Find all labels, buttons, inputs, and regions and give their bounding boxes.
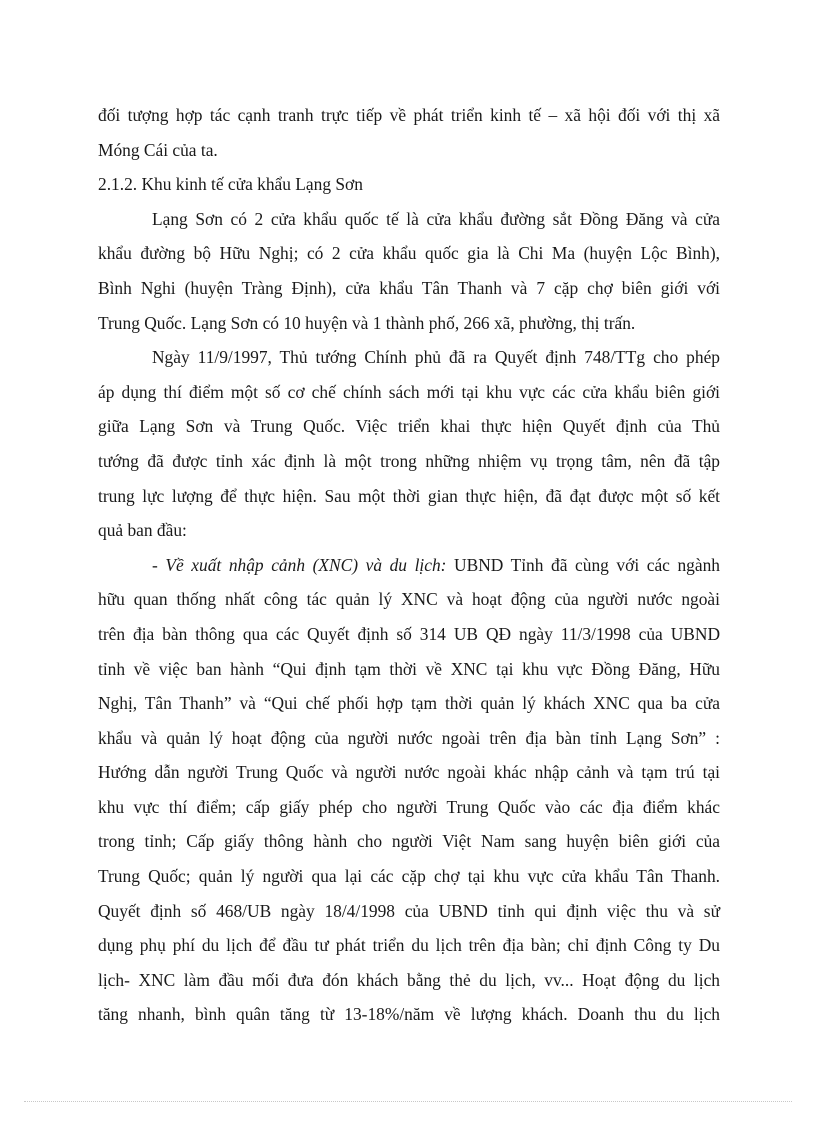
text-line: Trung Quốc. Lạng Sơn có 10 huyện và 1 thành phố, 266 xã, phường, thị trấn. [98, 312, 636, 333]
text-line: tăng nhanh, bình quân tăng từ 13-18%/năm về lượng khách. Doanh thu du lịch [98, 1004, 720, 1025]
page-bottom-rule [24, 1101, 792, 1102]
text-line: quả ban đầu: [98, 520, 187, 541]
text-line: trong tỉnh; Cấp giấy thông hành cho người Việt Nam sang huyện biên giới của [98, 831, 720, 852]
text-line: Quyết định số 468/UB ngày 18/4/1998 của UBND tỉnh qui định việc thu và sử [98, 900, 720, 921]
text-line: giữa Lạng Sơn và Trung Quốc. Việc triển khai thực hiện Quyết định của Thủ [98, 416, 720, 437]
text-line-rest: UBND Tỉnh đã cùng với các ngành [454, 554, 720, 575]
text-line: Lạng Sơn có 2 cửa khẩu quốc tế là cửa khẩu đường sắt Đồng Đăng và cửa [152, 208, 720, 229]
text-line: Nghị, Tân Thanh” và “Qui chế phối hợp tạm thời quản lý khách XNC qua ba cửa [98, 693, 720, 714]
text-line: hữu quan thống nhất công tác quản lý XNC và hoạt động của người nước ngoài [98, 589, 720, 610]
text-line: Hướng dẫn người Trung Quốc và người nước ngoài khác nhập cảnh và tạm trú tại [98, 762, 720, 783]
text-line: trung lực lượng để thực hiện. Sau một thời gian thực hiện, đã đạt được một số kết [98, 485, 720, 506]
text-line: Trung Quốc; quản lý người qua lại các cặp chợ tại khu vực cửa khẩu Tân Thanh. [98, 866, 720, 887]
text-line [98, 548, 720, 583]
text-line: tướng đã được tỉnh xác định là một trong những nhiệm vụ trọng tâm, nên đã tập [98, 450, 720, 471]
text-line: Ngày 11/9/1997, Thủ tướng Chính phủ đã ra Quyết định 748/TTg cho phép [152, 347, 720, 368]
text-line: trên địa bàn thông qua các Quyết định số 314 UB QĐ ngày 11/3/1998 của UBND [98, 623, 720, 644]
text-line: áp dụng thí điểm một số cơ chế chính sách mới tại khu vực các cửa khẩu biên giới [98, 381, 720, 402]
text-line: Móng Cái của ta. [98, 139, 218, 160]
text-line: tỉnh về việc ban hành “Qui định tạm thời về XNC tại khu vực Đồng Đăng, Hữu [98, 658, 720, 679]
text-line: khẩu và quản lý hoạt động của người nước ngoài trên địa bàn tỉnh Lạng Sơn” : [98, 727, 720, 748]
text-line: lịch- XNC làm đầu mối đưa đón khách bằng thẻ du lịch, vv... Hoạt động du lịch [98, 969, 720, 990]
italic-lead: - Về xuất nhập cảnh (XNC) và du lịch: [152, 554, 447, 575]
text-line: dụng phụ phí du lịch để đầu tư phát triển du lịch trên địa bàn; chỉ định Công ty Du [98, 935, 720, 956]
body-text [98, 98, 720, 1032]
text-line: khu vực thí điểm; cấp giấy phép cho người Trung Quốc vào các địa điểm khác [98, 796, 720, 817]
section-heading: 2.1.2. Khu kinh tế cửa khẩu Lạng Sơn [98, 174, 363, 195]
text-line: khẩu đường bộ Hữu Nghị; có 2 cửa khẩu quốc gia là Chi Ma (huyện Lộc Bình), [98, 243, 720, 264]
text-line: Bình Nghi (huyện Tràng Định), cửa khẩu Tân Thanh và 7 cặp chợ biên giới với [98, 277, 720, 298]
text-line: đối tượng hợp tác cạnh tranh trực tiếp về phát triển kinh tế – xã hội đối với thị xã [98, 105, 720, 125]
